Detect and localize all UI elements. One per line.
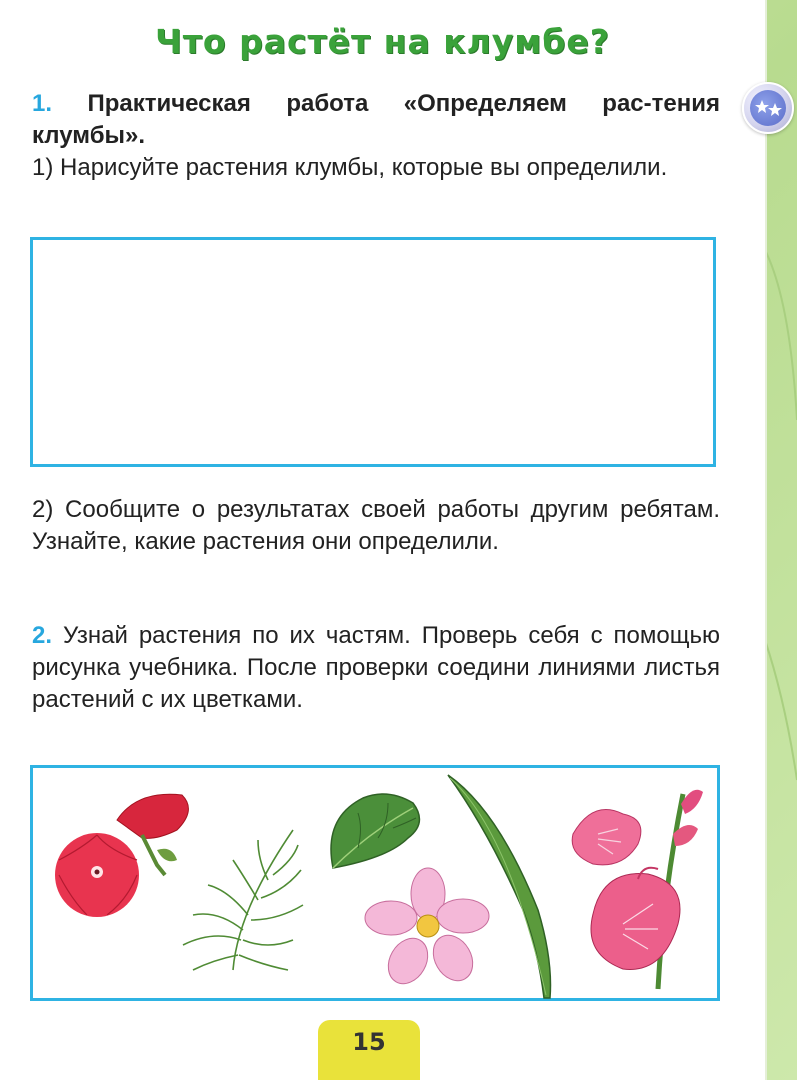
task1-heading: [32, 88, 720, 152]
star-icon: [750, 90, 786, 126]
task2-text: Узнай растения по их частям. Проверь себя с помощью рисунка учебника. После проверки соедини линиями листья растений с их цветками.: [32, 622, 720, 713]
star-difficulty-badge: [742, 82, 794, 134]
gladiolus-flower-image[interactable]: [563, 774, 713, 999]
task2-text-block: [32, 620, 720, 716]
task2-number: 2.: [32, 622, 53, 649]
heart-leaf-image[interactable]: [318, 778, 438, 878]
task1-step1: 1) Нарисуйте растения клумбы, которые вы определили.: [32, 154, 668, 181]
plants-matching-box: [30, 765, 720, 1001]
task1-heading-text: Практическая работа «Определяем рас-тения клумбы».: [32, 90, 720, 149]
task1-number: 1.: [32, 90, 53, 117]
blade-leaf-image[interactable]: [438, 770, 568, 1000]
feathery-leaf-image[interactable]: [173, 820, 313, 980]
page-title: Что растёт на клумбе?: [155, 22, 610, 61]
page-number: 15: [352, 1028, 386, 1056]
drawing-area[interactable]: [30, 237, 716, 467]
task1-step2: 2) Сообщите о результатах своей работы другим ребятам. Узнайте, какие растения они определили.: [32, 496, 720, 555]
